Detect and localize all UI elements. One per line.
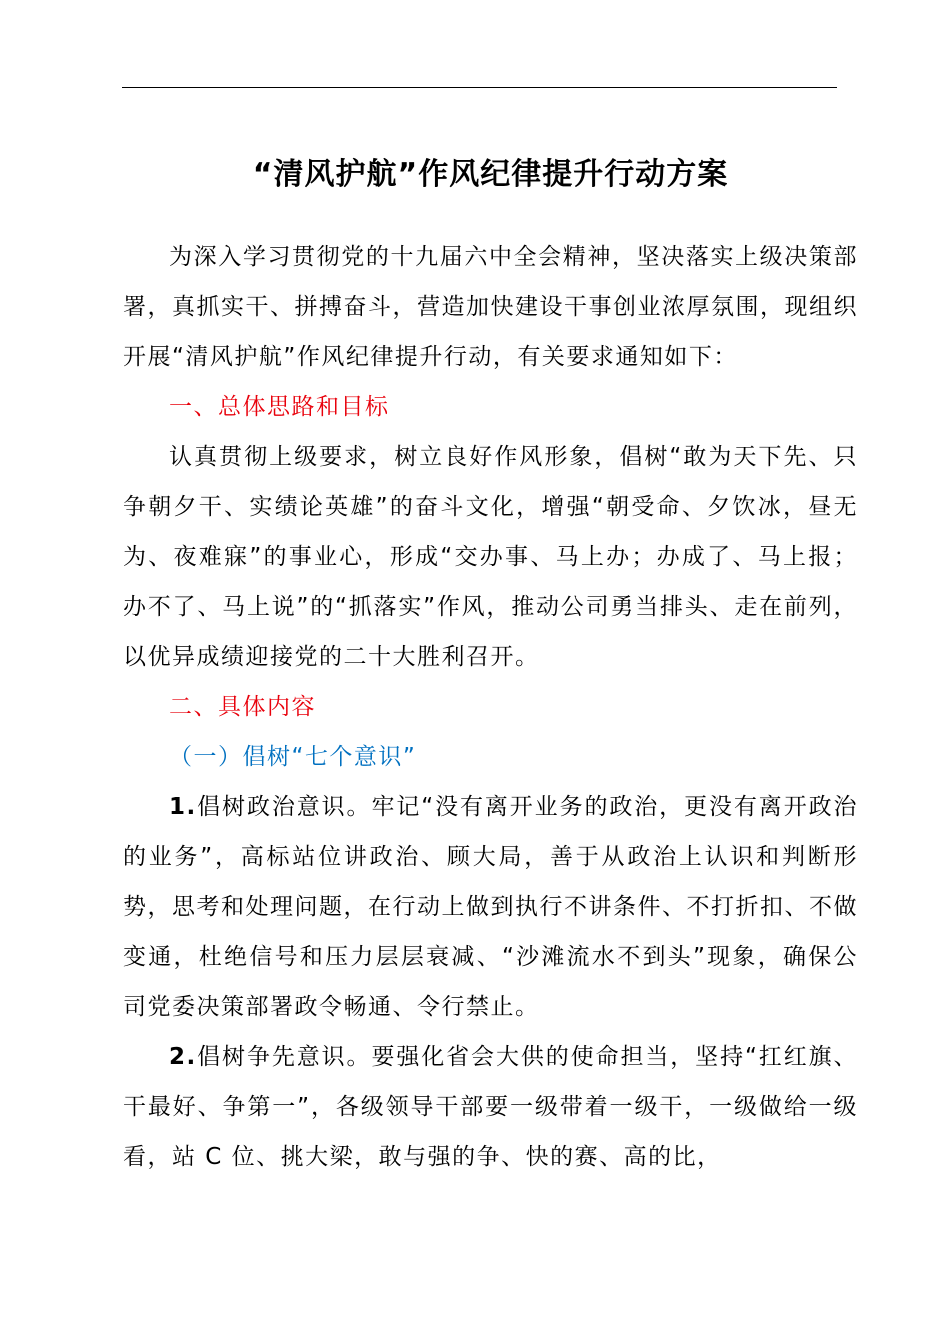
item-number: 2. xyxy=(169,1044,197,1070)
document-title: “清风护航”作风纪律提升行动方案 xyxy=(252,157,729,192)
header-rule xyxy=(122,87,837,88)
subsection-heading-seven-awareness: （一）倡树“七个意识” xyxy=(169,744,417,770)
item-competitive-awareness xyxy=(123,1032,858,1182)
item-text: 倡树政治意识。牢记“没有离开业务的政治，更没有离开政治的业务”，高标站位讲政治、顾大局，善于从政治上认识和判断形势，思考和处理问题，在行动上做到执行不讲条件、不打折扣、不做变通，杜绝信号和压力层层衰减、“沙滩流水不到头”现象，确保公司党委决策部署政令畅通、令行禁止。 xyxy=(123,794,858,1020)
item-political-awareness xyxy=(123,782,858,1032)
section-heading-overall: 一、总体思路和目标 xyxy=(169,394,390,420)
item-number: 1. xyxy=(169,794,197,820)
item-text: 倡树争先意识。要强化省会大供的使命担当，坚持“扛红旗、干最好、争第一”，各级领导干部要一级带着一级干，一级做给一级看，站 C 位、挑大梁，敢与强的争、快的赛、高的比， xyxy=(123,1044,858,1170)
intro-paragraph: 为深入学习贯彻党的十九届六中全会精神，坚决落实上级决策部署，真抓实干、拼搏奋斗，营造加快建设干事创业浓厚氛围，现组织开展“清风护航”作风纪律提升行动，有关要求通知如下： xyxy=(123,244,858,370)
document-body xyxy=(123,145,858,1182)
section-heading-content: 二、具体内容 xyxy=(169,694,316,720)
section-overall-paragraph: 认真贯彻上级要求，树立良好作风形象，倡树“敢为天下先、只争朝夕干、实绩论英雄”的奋斗文化，增强“朝受命、夕饮冰，昼无为、夜难寐”的事业心，形成“交办事、马上办；办成了、马上报；办不了、马上说”的“抓落实”作风，推动公司勇当排头、走在前列，以优异成绩迎接党的二十大胜利召开。 xyxy=(123,444,858,670)
